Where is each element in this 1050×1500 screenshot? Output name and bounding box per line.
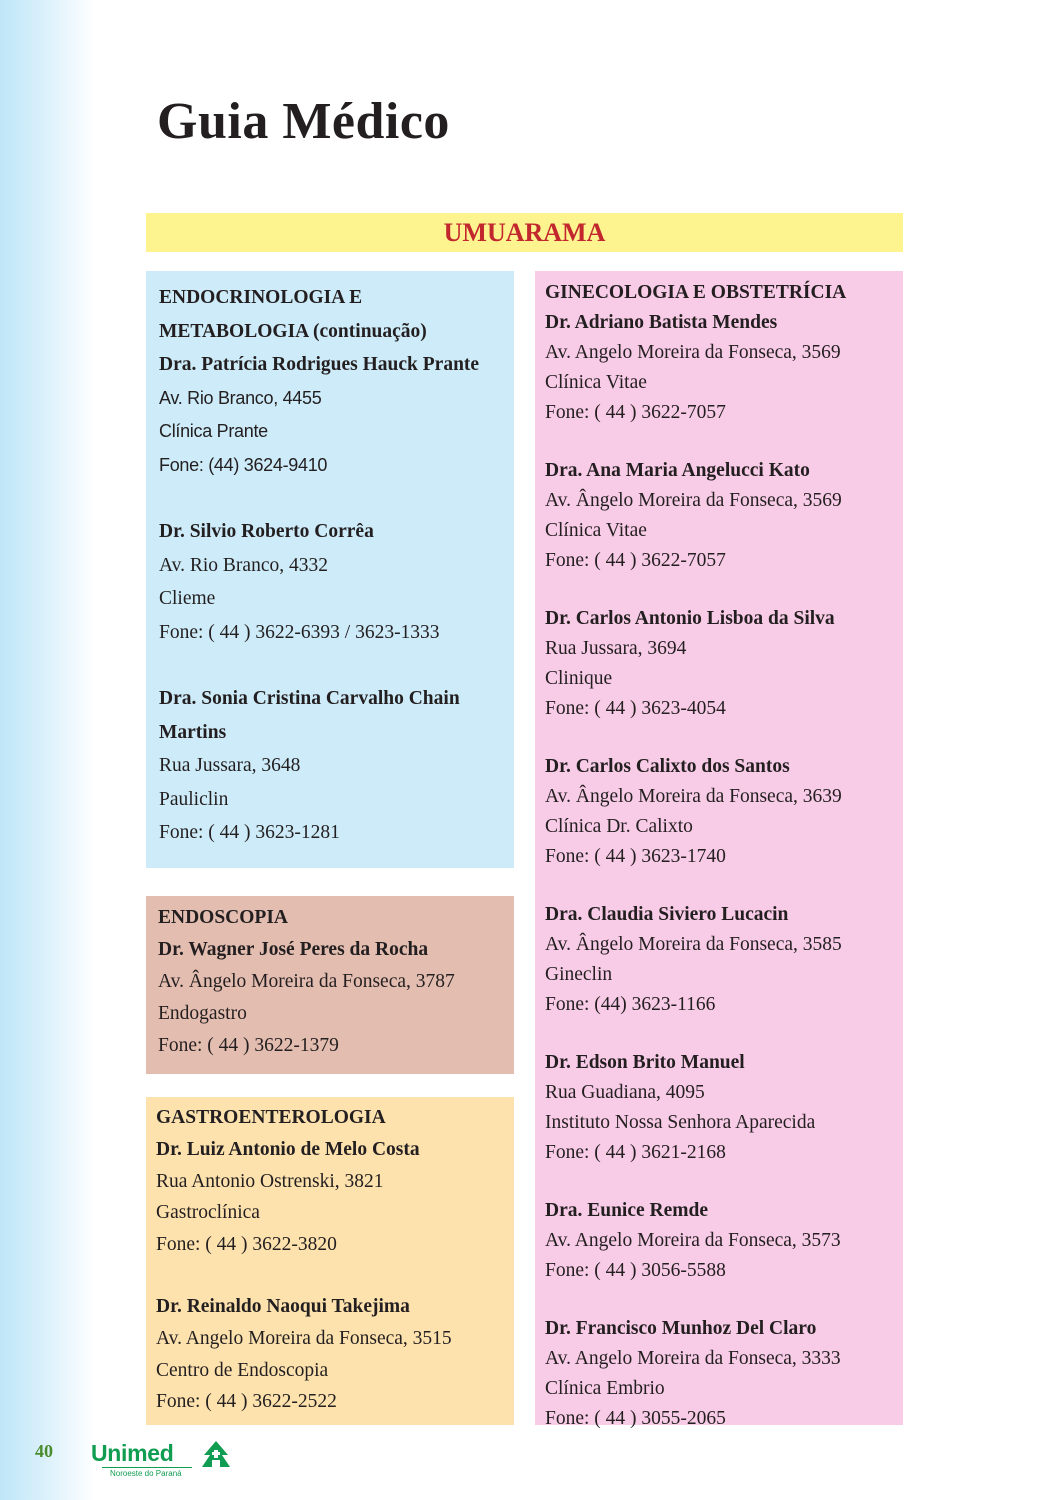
page-title: Guia Médico	[157, 93, 450, 150]
doctor-name: Dr. Carlos Antonio Lisboa da Silva	[545, 608, 835, 629]
section-heading: GINECOLOGIA E OBSTETRÍCIA	[545, 282, 847, 303]
doctor-name: Dra. Patrícia Rodrigues Hauck Prante	[159, 354, 480, 375]
doctor-name: Dr. Reinaldo Naoqui Takejima	[156, 1295, 410, 1317]
doctor-address: Rua Jussara, 3694	[545, 638, 687, 659]
doctor-clinic: Instituto Nossa Senhora Aparecida	[545, 1112, 816, 1133]
doctor-phone: Fone: ( 44 ) 3623-4054	[545, 698, 726, 719]
doctor-clinic: Clinique	[545, 668, 613, 689]
doctor-entry	[545, 604, 893, 724]
doctor-address: Av. Ângelo Moreira da Fonseca, 3585	[545, 934, 842, 955]
doctor-phone: Fone: ( 44 ) 3622-2522	[156, 1391, 337, 1413]
doctor-name: Dra. Ana Maria Angelucci Kato	[545, 460, 810, 481]
doctor-entry	[545, 752, 893, 872]
doctor-address: Av. Ângelo Moreira da Fonseca, 3569	[545, 490, 842, 511]
doctor-name: Dra. Claudia Siviero Lucacin	[545, 904, 789, 925]
unimed-tree-icon	[200, 1440, 232, 1468]
doctor-name: Dr. Luiz Antonio de Melo Costa	[156, 1138, 420, 1160]
doctor-clinic: Clínica Dr. Calixto	[545, 816, 693, 837]
ginecologia-section	[535, 271, 903, 1429]
side-gradient-band	[0, 0, 95, 1500]
doctor-clinic: Clínica Vitae	[545, 372, 647, 393]
doctor-name: Dr. Silvio Roberto Corrêa	[159, 521, 374, 542]
doctor-address: Av. Angelo Moreira da Fonseca, 3515	[156, 1327, 452, 1349]
doctor-phone: Fone: ( 44 ) 3622-3820	[156, 1234, 337, 1256]
doctor-clinic: Pauliclin	[159, 788, 229, 810]
logo-divider	[102, 1467, 192, 1468]
doctor-phone: Fone: ( 44 ) 3055-2065	[545, 1408, 726, 1429]
doctor-name-continued: Martins	[159, 721, 227, 743]
doctor-name: Dr. Wagner José Peres da Rocha	[158, 939, 429, 960]
doctor-phone: Fone: ( 44 ) 3622-7057	[545, 550, 726, 571]
endoscopia-section	[146, 896, 514, 1074]
doctor-address: Rua Antonio Ostrenski, 3821	[156, 1170, 384, 1192]
doctor-entry	[156, 1291, 502, 1418]
section-heading: ENDOCRINOLOGIA E	[159, 287, 363, 308]
doctor-clinic: Clínica Prante	[159, 421, 268, 441]
gastroenterologia-section	[146, 1097, 514, 1425]
doctor-phone: Fone: (44) 3623-1166	[545, 994, 716, 1015]
doctor-address: Av. Rio Branco, 4455	[159, 387, 322, 408]
unimed-logo	[90, 1440, 240, 1482]
section-heading: ENDOSCOPIA	[158, 907, 289, 928]
doctor-name: Dr. Edson Brito Manuel	[545, 1052, 745, 1073]
doctor-address: Rua Guadiana, 4095	[545, 1082, 705, 1103]
doctor-address: Av. Angelo Moreira da Fonseca, 3573	[545, 1230, 841, 1251]
doctor-entry	[545, 1196, 893, 1286]
doctor-phone: Fone: ( 44 ) 3622-1379	[158, 1035, 339, 1056]
doctor-clinic: Clieme	[159, 588, 216, 609]
doctor-name: Dr. Carlos Calixto dos Santos	[545, 756, 790, 777]
doctor-name: Dr. Francisco Munhoz Del Claro	[545, 1318, 817, 1339]
doctor-clinic: Gineclin	[545, 964, 613, 985]
doctor-phone: Fone: ( 44 ) 3622-7057	[545, 402, 726, 423]
doctor-address: Av. Ângelo Moreira da Fonseca, 3787	[158, 971, 455, 992]
page-number: 40	[35, 1441, 53, 1461]
doctor-phone: Fone: (44) 3624-9410	[159, 454, 328, 475]
doctor-address: Av. Angelo Moreira da Fonseca, 3333	[545, 1348, 841, 1369]
doctor-clinic: Clínica Vitae	[545, 520, 647, 541]
doctor-entry	[156, 1134, 502, 1261]
doctor-phone: Fone: ( 44 ) 3623-1281	[159, 822, 340, 843]
doctor-phone: Fone: ( 44 ) 3056-5588	[545, 1260, 726, 1281]
city-header	[146, 213, 903, 252]
doctor-entry	[159, 348, 502, 482]
city-name: UMUARAMA	[443, 217, 606, 247]
doctor-address: Av. Ângelo Moreira da Fonseca, 3639	[545, 786, 842, 807]
doctor-entry	[159, 515, 502, 649]
section-heading: GASTROENTEROLOGIA	[156, 1107, 386, 1128]
logo-subtitle: Noroeste do Paraná	[110, 1469, 182, 1478]
doctor-entry	[545, 1048, 893, 1168]
doctor-address: Av. Rio Branco, 4332	[159, 554, 328, 576]
doctor-entry	[158, 934, 502, 1062]
doctor-name: Dra. Eunice Remde	[545, 1200, 709, 1221]
section-heading-continued: METABOLOGIA (continuação)	[159, 320, 427, 342]
doctor-entry	[545, 1314, 893, 1434]
endocrinologia-section	[146, 271, 514, 868]
doctor-name: Dr. Adriano Batista Mendes	[545, 312, 778, 333]
doctor-address: Rua Jussara, 3648	[159, 755, 301, 776]
doctor-address: Av. Angelo Moreira da Fonseca, 3569	[545, 342, 841, 363]
doctor-entry	[545, 308, 893, 428]
logo-brand: Unimed	[91, 1440, 174, 1466]
doctor-phone: Fone: ( 44 ) 3622-6393 / 3623-1333	[159, 621, 440, 643]
doctor-phone: Fone: ( 44 ) 3621-2168	[545, 1142, 726, 1163]
doctor-entry	[159, 682, 502, 850]
doctor-clinic: Centro de Endoscopia	[156, 1359, 329, 1381]
doctor-clinic: Gastroclínica	[156, 1202, 260, 1224]
doctor-entry	[545, 456, 893, 576]
doctor-name: Dra. Sonia Cristina Carvalho Chain	[159, 688, 460, 709]
doctor-phone: Fone: ( 44 ) 3623-1740	[545, 846, 726, 867]
doctor-entry	[545, 900, 893, 1020]
doctor-clinic: Endogastro	[158, 1003, 247, 1024]
doctor-clinic: Clínica Embrio	[545, 1378, 665, 1399]
